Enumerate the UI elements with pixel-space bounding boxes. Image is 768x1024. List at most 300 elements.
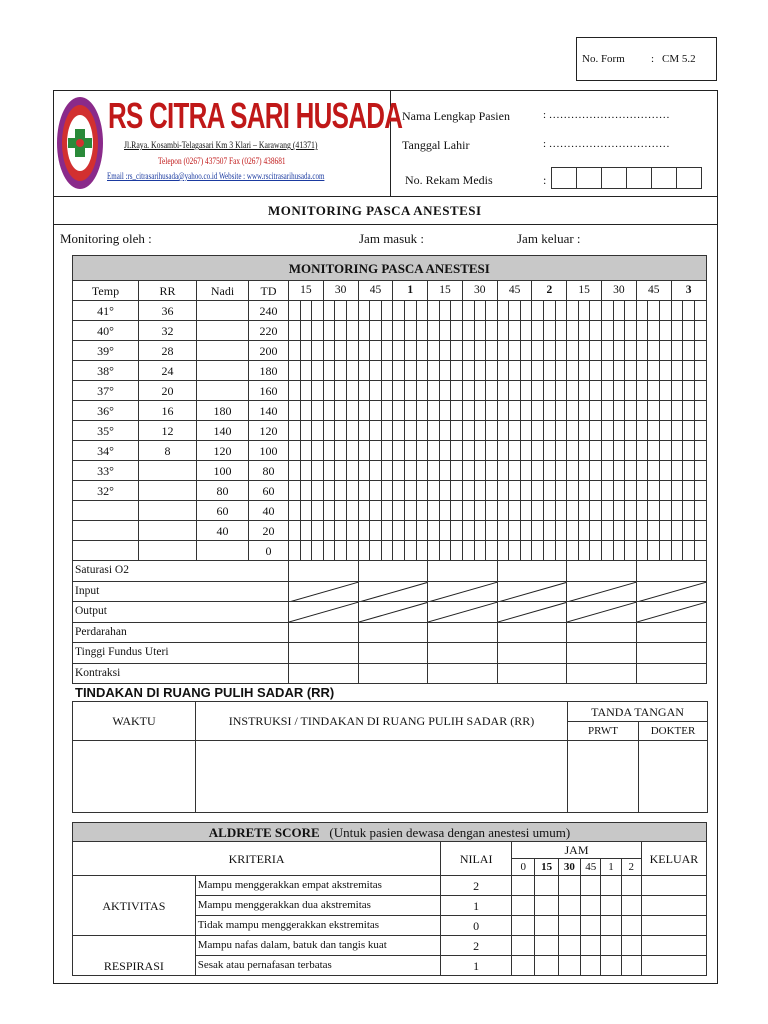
chart-io-cell[interactable]	[567, 602, 637, 623]
chart-grid-cell[interactable]	[451, 401, 463, 421]
chart-extra-cell[interactable]	[567, 643, 637, 664]
chart-grid-cell[interactable]	[590, 501, 602, 521]
chart-grid-cell[interactable]	[474, 341, 486, 361]
chart-grid-cell[interactable]	[323, 441, 335, 461]
chart-grid-cell[interactable]	[346, 501, 358, 521]
chart-grid-cell[interactable]	[312, 461, 324, 481]
chart-grid-cell[interactable]	[613, 421, 625, 441]
chart-grid-cell[interactable]	[312, 521, 324, 541]
chart-grid-cell[interactable]	[346, 521, 358, 541]
chart-grid-cell[interactable]	[613, 301, 625, 321]
chart-grid-cell[interactable]	[486, 541, 498, 561]
chart-grid-cell[interactable]	[671, 441, 683, 461]
chart-grid-cell[interactable]	[590, 421, 602, 441]
chart-grid-cell[interactable]	[323, 481, 335, 501]
score-cell[interactable]	[581, 876, 601, 896]
chart-grid-cell[interactable]	[578, 441, 590, 461]
chart-grid-cell[interactable]	[660, 501, 672, 521]
chart-grid-cell[interactable]	[613, 361, 625, 381]
chart-grid-cell[interactable]	[578, 421, 590, 441]
chart-grid-cell[interactable]	[578, 461, 590, 481]
chart-grid-cell[interactable]	[439, 401, 451, 421]
chart-grid-cell[interactable]	[520, 401, 532, 421]
chart-grid-cell[interactable]	[613, 441, 625, 461]
chart-grid-cell[interactable]	[428, 341, 440, 361]
chart-grid-cell[interactable]	[532, 521, 544, 541]
chart-grid-cell[interactable]	[358, 401, 370, 421]
chart-grid-cell[interactable]	[636, 541, 648, 561]
chart-grid-cell[interactable]	[613, 401, 625, 421]
chart-grid-cell[interactable]	[625, 481, 637, 501]
chart-grid-cell[interactable]	[404, 501, 416, 521]
chart-grid-cell[interactable]	[335, 401, 347, 421]
chart-io-cell[interactable]	[636, 602, 706, 623]
chart-grid-cell[interactable]	[381, 341, 393, 361]
chart-grid-cell[interactable]	[671, 461, 683, 481]
chart-grid-cell[interactable]	[660, 381, 672, 401]
chart-grid-cell[interactable]	[625, 541, 637, 561]
chart-grid-cell[interactable]	[393, 481, 405, 501]
chart-extra-cell[interactable]	[289, 622, 359, 643]
chart-grid-cell[interactable]	[428, 541, 440, 561]
chart-grid-cell[interactable]	[532, 401, 544, 421]
chart-grid-cell[interactable]	[590, 321, 602, 341]
chart-grid-cell[interactable]	[671, 321, 683, 341]
chart-grid-cell[interactable]	[567, 461, 579, 481]
chart-grid-cell[interactable]	[416, 421, 428, 441]
chart-grid-cell[interactable]	[428, 481, 440, 501]
chart-grid-cell[interactable]	[289, 341, 301, 361]
chart-grid-cell[interactable]	[381, 321, 393, 341]
chart-grid-cell[interactable]	[694, 521, 706, 541]
chart-grid-cell[interactable]	[532, 421, 544, 441]
chart-grid-cell[interactable]	[555, 401, 567, 421]
chart-grid-cell[interactable]	[671, 421, 683, 441]
chart-grid-cell[interactable]	[567, 321, 579, 341]
chart-grid-cell[interactable]	[683, 541, 695, 561]
chart-grid-cell[interactable]	[532, 381, 544, 401]
chart-grid-cell[interactable]	[335, 501, 347, 521]
chart-grid-cell[interactable]	[381, 481, 393, 501]
chart-grid-cell[interactable]	[404, 301, 416, 321]
chart-grid-cell[interactable]	[590, 401, 602, 421]
chart-grid-cell[interactable]	[578, 361, 590, 381]
chart-grid-cell[interactable]	[474, 441, 486, 461]
chart-io-cell[interactable]	[428, 602, 498, 623]
chart-grid-cell[interactable]	[289, 401, 301, 421]
chart-grid-cell[interactable]	[404, 481, 416, 501]
chart-grid-cell[interactable]	[660, 461, 672, 481]
chart-grid-cell[interactable]	[300, 441, 312, 461]
chart-grid-cell[interactable]	[335, 421, 347, 441]
chart-grid-cell[interactable]	[416, 461, 428, 481]
chart-grid-cell[interactable]	[370, 381, 382, 401]
chart-grid-cell[interactable]	[381, 541, 393, 561]
chart-grid-cell[interactable]	[312, 441, 324, 461]
chart-grid-cell[interactable]	[625, 421, 637, 441]
chart-extra-cell[interactable]	[289, 561, 359, 582]
chart-grid-cell[interactable]	[636, 381, 648, 401]
chart-grid-cell[interactable]	[289, 301, 301, 321]
chart-grid-cell[interactable]	[532, 501, 544, 521]
chart-grid-cell[interactable]	[289, 461, 301, 481]
chart-grid-cell[interactable]	[636, 301, 648, 321]
chart-grid-cell[interactable]	[671, 361, 683, 381]
chart-grid-cell[interactable]	[648, 341, 660, 361]
chart-grid-cell[interactable]	[683, 521, 695, 541]
chart-grid-cell[interactable]	[578, 381, 590, 401]
chart-extra-cell[interactable]	[497, 622, 567, 643]
score-cell[interactable]	[641, 876, 706, 896]
chart-grid-cell[interactable]	[683, 321, 695, 341]
chart-grid-cell[interactable]	[404, 321, 416, 341]
chart-grid-cell[interactable]	[625, 341, 637, 361]
chart-grid-cell[interactable]	[381, 301, 393, 321]
chart-grid-cell[interactable]	[289, 361, 301, 381]
chart-grid-cell[interactable]	[694, 401, 706, 421]
chart-grid-cell[interactable]	[497, 421, 509, 441]
chart-grid-cell[interactable]	[636, 481, 648, 501]
chart-grid-cell[interactable]	[694, 301, 706, 321]
chart-grid-cell[interactable]	[602, 541, 614, 561]
chart-grid-cell[interactable]	[625, 401, 637, 421]
chart-grid-cell[interactable]	[578, 321, 590, 341]
chart-grid-cell[interactable]	[578, 541, 590, 561]
chart-grid-cell[interactable]	[544, 361, 556, 381]
chart-grid-cell[interactable]	[694, 421, 706, 441]
chart-grid-cell[interactable]	[544, 541, 556, 561]
chart-grid-cell[interactable]	[393, 461, 405, 481]
chart-grid-cell[interactable]	[636, 321, 648, 341]
chart-extra-cell[interactable]	[636, 561, 706, 582]
chart-grid-cell[interactable]	[358, 341, 370, 361]
chart-grid-cell[interactable]	[683, 501, 695, 521]
chart-grid-cell[interactable]	[544, 501, 556, 521]
score-cell[interactable]	[558, 896, 580, 916]
chart-extra-cell[interactable]	[428, 561, 498, 582]
chart-grid-cell[interactable]	[602, 381, 614, 401]
chart-grid-cell[interactable]	[486, 381, 498, 401]
chart-grid-cell[interactable]	[335, 301, 347, 321]
chart-grid-cell[interactable]	[590, 461, 602, 481]
chart-grid-cell[interactable]	[300, 481, 312, 501]
chart-grid-cell[interactable]	[428, 361, 440, 381]
chart-grid-cell[interactable]	[648, 501, 660, 521]
chart-grid-cell[interactable]	[625, 321, 637, 341]
chart-grid-cell[interactable]	[648, 481, 660, 501]
chart-grid-cell[interactable]	[660, 321, 672, 341]
chart-grid-cell[interactable]	[289, 421, 301, 441]
chart-grid-cell[interactable]	[474, 381, 486, 401]
chart-grid-cell[interactable]	[648, 301, 660, 321]
chart-grid-cell[interactable]	[555, 441, 567, 461]
chart-grid-cell[interactable]	[671, 521, 683, 541]
chart-grid-cell[interactable]	[613, 481, 625, 501]
chart-io-cell[interactable]	[428, 581, 498, 602]
chart-grid-cell[interactable]	[602, 301, 614, 321]
score-cell[interactable]	[601, 896, 621, 916]
chart-grid-cell[interactable]	[462, 461, 474, 481]
chart-grid-cell[interactable]	[625, 501, 637, 521]
chart-extra-cell[interactable]	[428, 622, 498, 643]
chart-grid-cell[interactable]	[509, 441, 521, 461]
chart-grid-cell[interactable]	[428, 401, 440, 421]
chart-grid-cell[interactable]	[393, 321, 405, 341]
chart-grid-cell[interactable]	[694, 321, 706, 341]
chart-grid-cell[interactable]	[370, 541, 382, 561]
chart-grid-cell[interactable]	[602, 321, 614, 341]
chart-grid-cell[interactable]	[393, 501, 405, 521]
rr-instruksi-cell[interactable]	[196, 741, 568, 813]
chart-grid-cell[interactable]	[520, 301, 532, 321]
chart-grid-cell[interactable]	[451, 481, 463, 501]
chart-grid-cell[interactable]	[428, 461, 440, 481]
chart-extra-cell[interactable]	[289, 643, 359, 664]
chart-grid-cell[interactable]	[602, 481, 614, 501]
chart-grid-cell[interactable]	[555, 541, 567, 561]
chart-grid-cell[interactable]	[486, 421, 498, 441]
chart-grid-cell[interactable]	[300, 361, 312, 381]
chart-grid-cell[interactable]	[474, 521, 486, 541]
chart-grid-cell[interactable]	[578, 521, 590, 541]
chart-grid-cell[interactable]	[694, 341, 706, 361]
chart-grid-cell[interactable]	[358, 521, 370, 541]
chart-grid-cell[interactable]	[694, 381, 706, 401]
chart-grid-cell[interactable]	[393, 421, 405, 441]
chart-grid-cell[interactable]	[590, 361, 602, 381]
chart-extra-cell[interactable]	[567, 622, 637, 643]
chart-grid-cell[interactable]	[636, 441, 648, 461]
chart-extra-cell[interactable]	[636, 643, 706, 664]
chart-grid-cell[interactable]	[544, 441, 556, 461]
chart-grid-cell[interactable]	[370, 421, 382, 441]
chart-grid-cell[interactable]	[486, 301, 498, 321]
chart-grid-cell[interactable]	[335, 541, 347, 561]
chart-grid-cell[interactable]	[671, 341, 683, 361]
score-cell[interactable]	[641, 936, 706, 956]
chart-grid-cell[interactable]	[428, 521, 440, 541]
chart-grid-cell[interactable]	[381, 461, 393, 481]
chart-grid-cell[interactable]	[393, 441, 405, 461]
chart-grid-cell[interactable]	[439, 501, 451, 521]
chart-grid-cell[interactable]	[544, 321, 556, 341]
chart-grid-cell[interactable]	[404, 421, 416, 441]
chart-grid-cell[interactable]	[300, 521, 312, 541]
chart-grid-cell[interactable]	[312, 361, 324, 381]
chart-grid-cell[interactable]	[567, 381, 579, 401]
chart-grid-cell[interactable]	[416, 501, 428, 521]
chart-grid-cell[interactable]	[462, 541, 474, 561]
chart-grid-cell[interactable]	[462, 441, 474, 461]
chart-grid-cell[interactable]	[509, 341, 521, 361]
chart-grid-cell[interactable]	[346, 321, 358, 341]
chart-grid-cell[interactable]	[439, 441, 451, 461]
score-cell[interactable]	[641, 896, 706, 916]
chart-grid-cell[interactable]	[404, 541, 416, 561]
chart-grid-cell[interactable]	[532, 461, 544, 481]
chart-io-cell[interactable]	[636, 581, 706, 602]
chart-grid-cell[interactable]	[497, 341, 509, 361]
chart-grid-cell[interactable]	[590, 541, 602, 561]
chart-grid-cell[interactable]	[567, 421, 579, 441]
chart-grid-cell[interactable]	[462, 481, 474, 501]
chart-grid-cell[interactable]	[625, 361, 637, 381]
chart-grid-cell[interactable]	[694, 541, 706, 561]
chart-grid-cell[interactable]	[613, 501, 625, 521]
chart-grid-cell[interactable]	[520, 321, 532, 341]
chart-grid-cell[interactable]	[323, 301, 335, 321]
chart-grid-cell[interactable]	[660, 441, 672, 461]
chart-grid-cell[interactable]	[323, 401, 335, 421]
chart-grid-cell[interactable]	[312, 301, 324, 321]
chart-grid-cell[interactable]	[416, 481, 428, 501]
chart-grid-cell[interactable]	[509, 321, 521, 341]
chart-extra-cell[interactable]	[358, 561, 428, 582]
chart-extra-cell[interactable]	[428, 663, 498, 684]
chart-grid-cell[interactable]	[602, 461, 614, 481]
chart-grid-cell[interactable]	[451, 301, 463, 321]
chart-grid-cell[interactable]	[544, 521, 556, 541]
chart-grid-cell[interactable]	[509, 301, 521, 321]
chart-grid-cell[interactable]	[590, 481, 602, 501]
chart-grid-cell[interactable]	[335, 361, 347, 381]
chart-grid-cell[interactable]	[312, 421, 324, 441]
score-cell[interactable]	[512, 936, 535, 956]
chart-grid-cell[interactable]	[346, 441, 358, 461]
chart-grid-cell[interactable]	[602, 361, 614, 381]
rr-prwt-cell[interactable]	[568, 741, 639, 813]
chart-grid-cell[interactable]	[358, 541, 370, 561]
chart-grid-cell[interactable]	[671, 481, 683, 501]
chart-grid-cell[interactable]	[381, 401, 393, 421]
chart-grid-cell[interactable]	[544, 381, 556, 401]
score-cell[interactable]	[535, 956, 558, 976]
chart-grid-cell[interactable]	[636, 521, 648, 541]
chart-grid-cell[interactable]	[451, 461, 463, 481]
chart-grid-cell[interactable]	[532, 481, 544, 501]
chart-grid-cell[interactable]	[439, 421, 451, 441]
chart-grid-cell[interactable]	[312, 381, 324, 401]
chart-grid-cell[interactable]	[486, 341, 498, 361]
chart-grid-cell[interactable]	[462, 301, 474, 321]
chart-grid-cell[interactable]	[555, 321, 567, 341]
chart-grid-cell[interactable]	[335, 481, 347, 501]
score-cell[interactable]	[558, 916, 580, 936]
score-cell[interactable]	[601, 876, 621, 896]
chart-grid-cell[interactable]	[393, 361, 405, 381]
chart-grid-cell[interactable]	[486, 481, 498, 501]
chart-grid-cell[interactable]	[370, 321, 382, 341]
chart-grid-cell[interactable]	[497, 441, 509, 461]
chart-grid-cell[interactable]	[358, 301, 370, 321]
chart-io-cell[interactable]	[358, 581, 428, 602]
chart-grid-cell[interactable]	[602, 441, 614, 461]
chart-grid-cell[interactable]	[567, 501, 579, 521]
chart-grid-cell[interactable]	[358, 421, 370, 441]
chart-grid-cell[interactable]	[323, 381, 335, 401]
score-cell[interactable]	[581, 896, 601, 916]
chart-grid-cell[interactable]	[497, 321, 509, 341]
chart-grid-cell[interactable]	[613, 381, 625, 401]
chart-grid-cell[interactable]	[346, 401, 358, 421]
chart-grid-cell[interactable]	[636, 341, 648, 361]
score-cell[interactable]	[535, 916, 558, 936]
chart-grid-cell[interactable]	[381, 521, 393, 541]
chart-grid-cell[interactable]	[486, 441, 498, 461]
score-cell[interactable]	[601, 936, 621, 956]
chart-grid-cell[interactable]	[451, 501, 463, 521]
chart-extra-cell[interactable]	[358, 622, 428, 643]
chart-grid-cell[interactable]	[289, 481, 301, 501]
chart-grid-cell[interactable]	[509, 421, 521, 441]
chart-grid-cell[interactable]	[312, 341, 324, 361]
chart-extra-cell[interactable]	[567, 663, 637, 684]
chart-grid-cell[interactable]	[358, 461, 370, 481]
chart-grid-cell[interactable]	[509, 381, 521, 401]
chart-grid-cell[interactable]	[602, 341, 614, 361]
score-cell[interactable]	[581, 916, 601, 936]
chart-extra-cell[interactable]	[358, 643, 428, 664]
chart-grid-cell[interactable]	[312, 481, 324, 501]
chart-grid-cell[interactable]	[439, 461, 451, 481]
chart-grid-cell[interactable]	[462, 321, 474, 341]
chart-grid-cell[interactable]	[335, 321, 347, 341]
chart-grid-cell[interactable]	[648, 461, 660, 481]
chart-grid-cell[interactable]	[602, 501, 614, 521]
chart-grid-cell[interactable]	[694, 501, 706, 521]
chart-grid-cell[interactable]	[323, 461, 335, 481]
chart-grid-cell[interactable]	[625, 301, 637, 321]
chart-extra-cell[interactable]	[289, 663, 359, 684]
chart-grid-cell[interactable]	[555, 481, 567, 501]
chart-grid-cell[interactable]	[428, 421, 440, 441]
chart-grid-cell[interactable]	[613, 341, 625, 361]
chart-grid-cell[interactable]	[462, 501, 474, 521]
chart-grid-cell[interactable]	[439, 361, 451, 381]
chart-grid-cell[interactable]	[683, 341, 695, 361]
chart-grid-cell[interactable]	[544, 341, 556, 361]
chart-grid-cell[interactable]	[648, 361, 660, 381]
chart-grid-cell[interactable]	[648, 441, 660, 461]
medical-record-boxes[interactable]	[551, 167, 702, 189]
chart-grid-cell[interactable]	[486, 401, 498, 421]
chart-extra-cell[interactable]	[497, 643, 567, 664]
chart-grid-cell[interactable]	[544, 401, 556, 421]
chart-grid-cell[interactable]	[416, 401, 428, 421]
chart-io-cell[interactable]	[567, 581, 637, 602]
chart-io-cell[interactable]	[497, 602, 567, 623]
chart-grid-cell[interactable]	[289, 541, 301, 561]
chart-grid-cell[interactable]	[428, 321, 440, 341]
chart-grid-cell[interactable]	[474, 481, 486, 501]
score-cell[interactable]	[621, 936, 641, 956]
chart-grid-cell[interactable]	[636, 401, 648, 421]
chart-grid-cell[interactable]	[520, 441, 532, 461]
chart-grid-cell[interactable]	[462, 341, 474, 361]
score-cell[interactable]	[641, 956, 706, 976]
chart-grid-cell[interactable]	[625, 381, 637, 401]
chart-grid-cell[interactable]	[578, 341, 590, 361]
chart-grid-cell[interactable]	[497, 521, 509, 541]
chart-io-cell[interactable]	[358, 602, 428, 623]
chart-grid-cell[interactable]	[683, 481, 695, 501]
chart-grid-cell[interactable]	[300, 541, 312, 561]
chart-grid-cell[interactable]	[300, 341, 312, 361]
chart-grid-cell[interactable]	[532, 441, 544, 461]
score-cell[interactable]	[621, 916, 641, 936]
chart-grid-cell[interactable]	[625, 521, 637, 541]
score-cell[interactable]	[535, 876, 558, 896]
